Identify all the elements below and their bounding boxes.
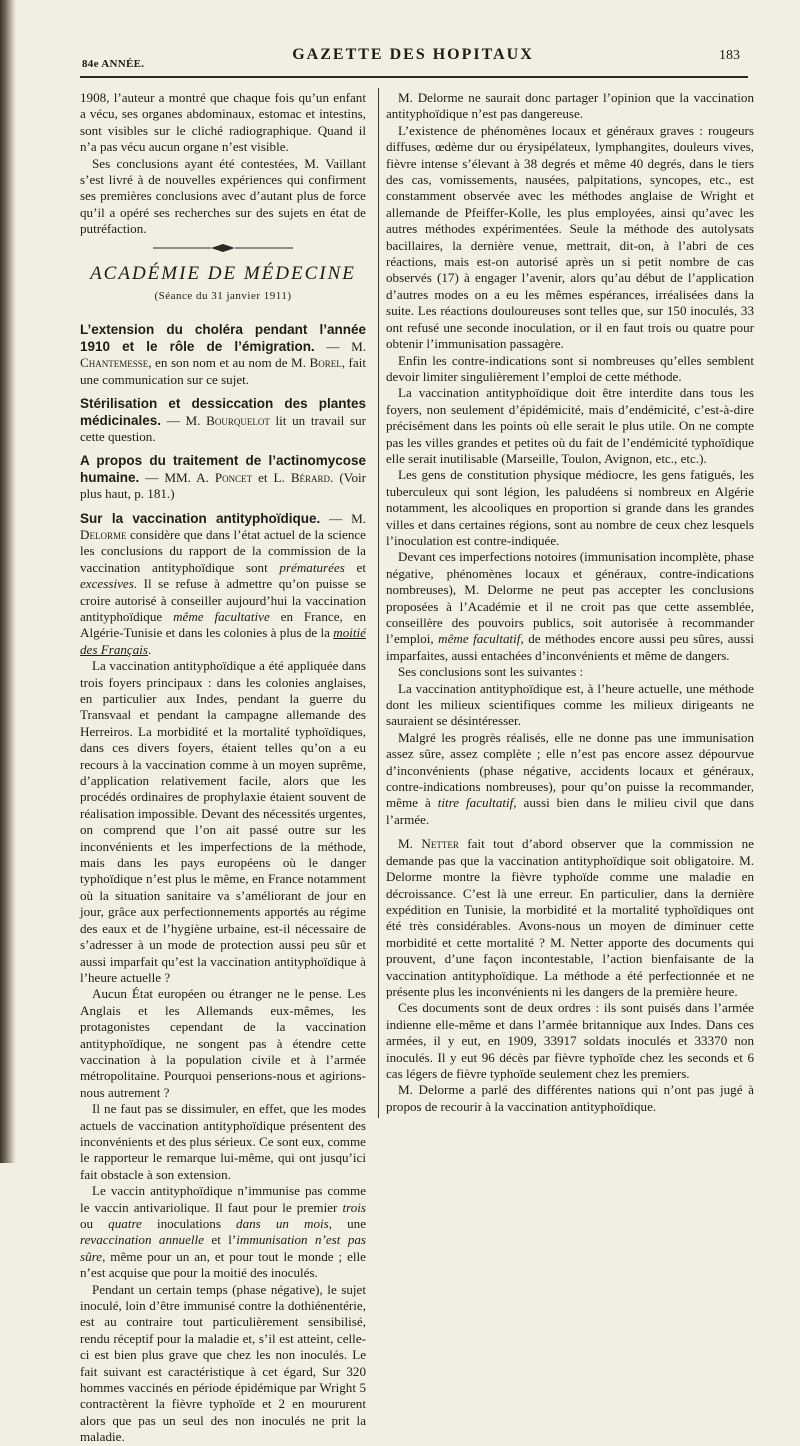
page-header [82, 44, 740, 78]
item-text: fait tout d’abord observer que la commission ne demande pas que la vaccination antityphoïdique soit obligatoire. M. Delorme montre la fièvre typhoïde comme une maladie en décroissance. C’est là une erreur. En particulier, dans la dernière expédition en Tunisie, la morbidité et la mortalité typhoïdiques ont été très considérables. Avons-nous un moyen de diminuer cette morbidité et cette mortalité ? M. Netter apporte des documents qui prouvent, d’une façon incontestable, l’action bienfaisante de la vaccination antityphoïdique. La méthode a été perfectionnée et ne présente plus les inconvénients ni les dangers de la première heure. [386, 836, 754, 999]
left-paragraph: Il ne faut pas se dissimuler, en effet, que les modes actuels de vaccination antityphoïdique présentent des inconvénients et des plus sérieux. Ce sont eux, comme le rapporteur le remarque lui-même, qui ont jusqu’ici fait obstacle à son extension. [80, 1101, 366, 1182]
item-text: — M. [320, 510, 366, 526]
journal-title: GAZETTE DES HOPITAUX [292, 46, 534, 63]
author-name: Chantemesse [80, 355, 149, 371]
item-title: Stérilisation et dessiccation des plantes médicinales. [80, 396, 366, 428]
item-text: et l’ [204, 1232, 237, 1248]
item-text: , même pour un an, et pour tout le monde ; elle n’est acquise que pour la moitié des inoculés. [80, 1248, 366, 1281]
item-title: A propos du traitement de l’actinomycose humaine. [80, 453, 366, 485]
emphasis: revaccination annuelle [80, 1232, 204, 1248]
item-text: ou [80, 1216, 109, 1231]
emphasis: dans un mois [236, 1216, 329, 1231]
header-rule [80, 76, 748, 78]
item-text: Devant ces imperfections notoires (immunisation incomplète, phase négative, phénomènes locaux et généraux, contre-indications nombreuses), M. Delorme ne peut pas accepter les conclusions proposées à l’Académie et il ne croit pas que cette assemblée, conseillère des pouvoirs publics, soit autorisée à recommander l’emploi, [386, 549, 754, 647]
item-text: et [344, 559, 366, 575]
right-paragraph: L’existence de phénomènes locaux et généraux graves : rougeurs diffuses, œdème dur ou érysipélateux, lymphangites, douleurs vives, fièvre intense s’élevant à 38 degrés et même 40 degrés, dans le tiers des cas, vomissements, nausées, palpitations, syncopes, etc., est constamment observée avec les méthodes anglaise de Wright et allemande de Pfeiffer-Kolle, les plus employées, ainsi qu’avec les autres méthodes expérimentées. Seule la méthode des autolysats bacillaires, la dernière venue, mettrait, dit-on, à l’abri de ces réactions, mais est-on autorisé après un si petit nombre de cas observés (17) à engager l’avenir, alors qu’au début de l’application d’autres modes on a eu les mêmes espérances, irréalisées dans la suite. Les réactions douloureuses sont telles que, sur 150 inoculés, 33 ont refusé une seconde inoculation, or il en faut trois ou quatre pour obtenir l’immunisation passagère. [386, 122, 754, 352]
right-paragraph: M. Delorme ne saurait donc partager l’opinion que la vaccination antityphoïdique n’est pas dangereuse. [386, 90, 754, 122]
right-paragraph: Les gens de constitution physique médiocre, les gens fatigués, les tuberculeux qui sont légion, les paludéens si nombreux en Algérie notamment, les alcooliques en proportion si grande dans les grandes villes et dans certaines régions, sont au nombre de ceux chez lesquels l’inoculation est contre-indiquée. [386, 467, 754, 548]
volume-year: 84e ANNÉE. [82, 58, 145, 70]
right-paragraph: M. Delorme a parlé des différentes nations qui n’ont pas jugé à propos de recourir à la vaccination antityphoïdique. [386, 1082, 754, 1114]
item-text: , aussi bien dans le milieu civil que dans l’armée. [386, 795, 755, 827]
item-text: en France, en Algérie-Tunisie et dans les colonies à plus de la [80, 608, 367, 641]
item-text: . Il se refuse à admettre qu’on puisse se croire autorisé à conseiller aujourd’hui la vaccination antityphoïdique [80, 576, 366, 624]
item-text: inoculations [141, 1216, 237, 1231]
communication-vaccination [80, 511, 366, 659]
item-text: . [148, 641, 152, 657]
item-title: L’extension du choléra pendant l’année 1910 et le rôle de l’émigration. [80, 322, 366, 354]
item-text: , fait une communication sur ce sujet. [80, 355, 367, 387]
emphasis: immunisation n’est pas sûre [80, 1232, 367, 1264]
author-name: Borel [309, 355, 342, 371]
book-spine-shadow [0, 0, 16, 1163]
emphasis: même facultatif [438, 631, 521, 647]
emphasis: prématurées [279, 559, 345, 575]
communication-cholera [80, 322, 366, 388]
left-paragraph [80, 1183, 366, 1281]
right-paragraph: Ces documents sont de deux ordres : ils sont puisés dans l’armée indienne elle-même et dans l’armée britannique aux Indes. Dans ces armées, il y eut, en 1909, 33917 soldats inoculés et 33370 non inoculés. Il y eut 96 décès par fièvre typhoïde chez les seconds et 6 cas légers de fièvre typhoïde seulement chez les premiers. [386, 1000, 754, 1081]
item-title: Sur la vaccination antityphoïdique. [80, 510, 321, 526]
item-text: — M. [314, 338, 366, 354]
right-paragraph: Enfin les contre-indications sont si nombreuses qu’elles semblent devoir limiter singulièrement l’emploi de cette méthode. [386, 352, 754, 384]
right-paragraph [386, 836, 754, 1000]
item-text: , une [328, 1216, 366, 1231]
item-text: — MM. A. [139, 469, 215, 485]
communication-actinomycose [80, 453, 366, 502]
item-text: Malgré les progrès réalisés, elle ne donne pas une immunisation assez sûre, assez complète ; elle n’est pas encore assez dépourvue d’inconvénients (phase négative, accidents locaux et généraux, contre-indications nombreuses), pour qu’on puisse la recommander, même à [386, 729, 754, 811]
author-name: Poncet [214, 469, 253, 485]
author-name: Bourquelot [206, 412, 270, 428]
left-paragraph: Ses conclusions ayant été contestées, M. Vaillant s’est livré à de nouvelles expériences qui confirment ses premières conclusions avec d’autant plus de force qu’il a opéré ses recherches sur des sujets en état de putréfaction. [80, 155, 366, 237]
emphasis: moitié des Français [80, 625, 366, 657]
item-text: lit un travail sur cette question. [80, 412, 366, 444]
item-text: , de méthodes encore aussi peu sûres, aussi imparfaites, aussi entachées d’inconvénients et même de dangers. [386, 631, 754, 663]
emphasis: titre facultatif [437, 795, 514, 811]
section-ornament [153, 244, 293, 252]
author-name: Netter [421, 836, 459, 852]
emphasis: quatre [108, 1216, 142, 1231]
session-date: (Séance du 31 janvier 1911) [154, 290, 292, 303]
item-text: , en son nom et au nom de M. [148, 355, 310, 371]
item-text: Le vaccin antityphoïdique n’immunise pas comme le vaccin antivariolique. Il faut pour le premier [80, 1183, 366, 1215]
author-name: Delorme [80, 526, 127, 542]
section-title: ACADÉMIE DE MÉDECINE [90, 262, 356, 284]
left-paragraph: Pendant un certain temps (phase négative), le sujet inoculé, loin d’être immunisé contre la dothiénentérie, est au contraire tout particulièrement sensibilisé, rendu réceptif pour la maladie et, s’il est atteint, celle-ci est bien plus grave que chez les non inoculés. Le fait suivant est caractéristique à cet égard, Sur 320 hommes vaccinés en période épidémique par Wright 5 contractèrent la fièvre typhoïde et 2 en moururent alors que pas un seul des non inoculés ne prit la maladie. [80, 1281, 366, 1445]
item-text: M. [398, 836, 422, 852]
emphasis: même facultative [173, 608, 270, 624]
left-column [80, 90, 366, 1446]
item-text: — M. [161, 412, 207, 428]
item-text: et L. [252, 469, 291, 485]
left-paragraph: La vaccination antityphoïdique a été appliquée dans trois foyers principaux : dans les colonies anglaises, en particulier aux Indes, pendant la guerre du Transvaal et pendant la campagne allemande des Herreiros. La morbidité et la mortalité typhoïdiques, dans ces divers foyers, étaient telles qu’on a eu recours à la vaccination comme à un moyen suprême, d’application relativement facile, alors que les procédés ordinaires de prophylaxie étaient souvent de réalisation impossible. Devant des nécessités urgentes, on comprend que l’on ait passé outre sur les inconvénients et les imperfections de la méthode, mais dans les pays européens où le danger typhoïdique n’est plus le même, en France notamment où la situation sanitaire va s’améliorant de jour en jour, grâce aux perfectionnements apportés au régime des eaux et de l’hygiène urbaine, est-il nécessaire de s’adresser à un mode de protection aussi peu sûr et aussi imparfait qu’est la vaccination antityphoïdique à l’heure actuelle ? [80, 658, 366, 985]
right-column [386, 90, 754, 1115]
emphasis: excessives [80, 576, 134, 592]
column-divider [378, 88, 379, 1118]
communication-sterilisation [80, 396, 366, 445]
right-paragraph [386, 730, 754, 828]
left-paragraph: Aucun État européen ou étranger ne le pense. Les Anglais et les Allemands eux-mêmes, les protagonistes cependant de la vaccination antityphoïdique, ne songent pas à étendre cette vaccination à la population civile et à l’armée métropolitaine. Pourquoi penserions-nous et agirions-nous autrement ? [80, 986, 366, 1100]
right-paragraph: La vaccination antityphoïdique doit être interdite dans tous les foyers, non seulement d’épidémicité, mais d’endémicité, c’est-à-dire précisément dans les points où elle serait le plus utile. On ne compte pas les villes grandes et petites où du fait de l’endémicité typhoïdique elle serait inutilisable (Marseille, Toulon, Avignon, etc., etc.). [386, 385, 754, 466]
right-paragraph: Ses conclusions sont les suivantes : [398, 664, 584, 680]
right-paragraph: La vaccination antityphoïdique est, à l’heure actuelle, une méthode dont les milieux scientifiques comme les milieux dirigeants ne sauraient se désintéresser. [386, 680, 754, 729]
item-text: . (Voir plus haut, p. 181.) [80, 469, 366, 502]
right-paragraph [386, 549, 754, 664]
item-text: considère que dans l’état actuel de la science les conclusions du rapport de la commission de la vaccination antityphoïdique sont [80, 526, 366, 575]
emphasis: trois [342, 1199, 366, 1215]
author-name: Bérard [290, 469, 331, 485]
page-number: 183 [719, 48, 740, 63]
left-paragraph: 1908, l’auteur a montré que chaque fois qu’un enfant a vécu, ses organes abdominaux, estomac et intestins, sont visibles sur le cliché radiographique. Quand il n’a pas vécu aucun organe n’est visible. [80, 90, 366, 155]
